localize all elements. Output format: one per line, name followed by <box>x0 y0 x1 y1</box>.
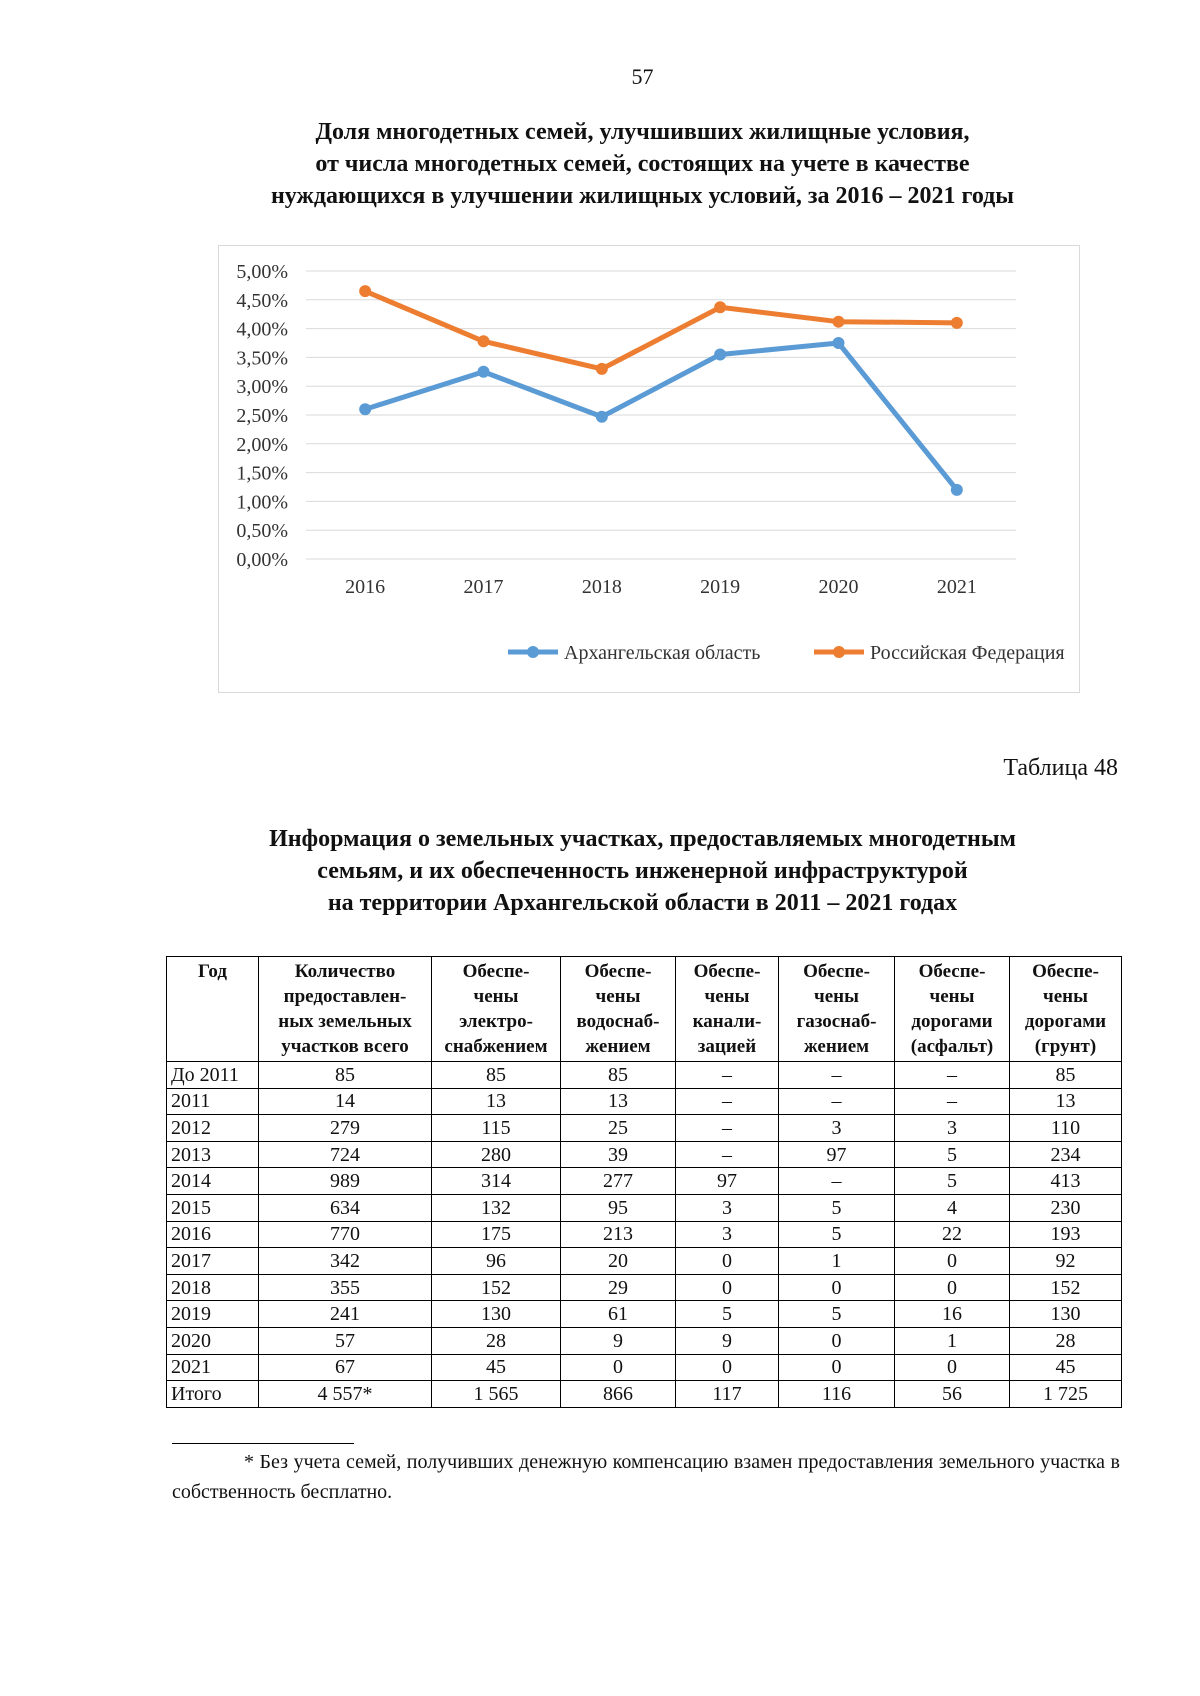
table-number: Таблица 48 <box>1003 755 1118 781</box>
x-tick-label: 2020 <box>818 576 859 598</box>
y-tick-label: 4,00% <box>236 318 288 341</box>
table-cell: 355 <box>259 1274 432 1301</box>
column-header-line: Обеспе- <box>803 961 870 982</box>
table-cell: 0 <box>676 1274 779 1301</box>
column-header-line: канали- <box>692 1011 762 1032</box>
table-cell: 230 <box>1010 1194 1122 1221</box>
table-cell: 110 <box>1010 1115 1122 1142</box>
data-point <box>951 317 963 329</box>
column-header-line: зацией <box>697 1036 757 1057</box>
x-tick-label: 2016 <box>345 576 386 598</box>
table-row <box>167 1274 1122 1301</box>
footnote-separator <box>172 1443 354 1444</box>
y-tick-label: 2,50% <box>236 405 288 427</box>
row-label-cell: 2016 <box>167 1221 259 1248</box>
table-cell: 152 <box>432 1274 561 1301</box>
y-tick-label: 1,00% <box>236 491 288 514</box>
table-cell: 45 <box>432 1354 561 1381</box>
table-cell: 152 <box>1010 1274 1122 1301</box>
table-cell: 634 <box>259 1194 432 1221</box>
table-cell: 61 <box>561 1301 676 1328</box>
table-cell: 96 <box>432 1248 561 1275</box>
row-label-cell: 2021 <box>167 1354 259 1381</box>
table-cell: 132 <box>432 1194 561 1221</box>
table-cell: 0 <box>779 1354 895 1381</box>
row-label-cell: 2012 <box>167 1115 259 1142</box>
table-cell: 234 <box>1010 1141 1122 1168</box>
table-cell: 241 <box>259 1301 432 1328</box>
table-row <box>167 1381 1122 1408</box>
column-header-line: участков всего <box>281 1036 409 1057</box>
y-tick-label: 5,00% <box>236 261 288 283</box>
data-point <box>478 366 490 378</box>
table-cell: 95 <box>561 1194 676 1221</box>
column-header-line: дорогами <box>911 1011 993 1032</box>
table-cell: 20 <box>561 1248 676 1275</box>
data-point <box>714 301 726 313</box>
column-header-line: (асфальт) <box>910 1036 994 1057</box>
table-row <box>167 1088 1122 1115</box>
table-cell: 1 725 <box>1010 1381 1122 1408</box>
legend-label: Российская Федерация <box>870 642 1065 664</box>
table-cell: 724 <box>259 1141 432 1168</box>
table-row <box>167 1194 1122 1221</box>
table-cell: – <box>895 1088 1010 1115</box>
page-number: 57 <box>631 64 654 89</box>
table-title <box>0 823 1200 919</box>
table-header-row <box>167 957 1122 1062</box>
chart-title <box>0 116 1200 212</box>
table-cell: 5 <box>779 1194 895 1221</box>
table-cell: 1 <box>779 1248 895 1275</box>
table-cell: 0 <box>676 1248 779 1275</box>
column-header-line: предоставлен- <box>283 986 407 1007</box>
y-tick-label: 3,50% <box>236 347 288 370</box>
table-cell: 25 <box>561 1115 676 1142</box>
table-cell: 5 <box>895 1141 1010 1168</box>
table-cell: – <box>895 1062 1010 1089</box>
table-cell: 9 <box>561 1327 676 1354</box>
data-point <box>951 484 963 496</box>
column-header <box>432 957 561 1062</box>
x-tick-label: 2017 <box>463 576 504 598</box>
land-plots-table <box>166 956 1122 1408</box>
column-header <box>561 957 676 1062</box>
y-tick-label: 3,00% <box>236 376 288 399</box>
column-header-line: водоснаб- <box>576 1011 660 1032</box>
table-cell: 0 <box>895 1274 1010 1301</box>
data-point <box>596 363 608 375</box>
table-cell: – <box>676 1088 779 1115</box>
table-cell: 3 <box>676 1194 779 1221</box>
table-row <box>167 1115 1122 1142</box>
legend-label: Архангельская область <box>564 642 761 664</box>
table-cell: 3 <box>676 1221 779 1248</box>
table-cell: 97 <box>779 1141 895 1168</box>
column-header-line: электро- <box>459 1011 533 1032</box>
chart-title-line: нуждающихся в улучшении жилищных условий, за 2016 – 2021 годы <box>270 183 1015 209</box>
column-header-line: чены <box>929 986 975 1007</box>
y-tick-label: 0,50% <box>236 520 288 543</box>
chart-frame <box>219 246 1080 693</box>
row-label-cell: 2014 <box>167 1168 259 1195</box>
row-label-cell: 2015 <box>167 1194 259 1221</box>
row-label-cell: 2020 <box>167 1327 259 1354</box>
table-row <box>167 1354 1122 1381</box>
table-body <box>167 1062 1122 1408</box>
data-point <box>478 335 490 347</box>
table-title-line: Информация о земельных участках, предоставляемых многодетным <box>269 826 1016 852</box>
table-cell: 56 <box>895 1381 1010 1408</box>
table-cell: 1 565 <box>432 1381 561 1408</box>
table-row <box>167 1062 1122 1089</box>
data-point <box>359 285 371 297</box>
column-header-line: Год <box>198 961 227 982</box>
column-header-line: Обеспе- <box>584 961 652 982</box>
table-cell: 116 <box>779 1381 895 1408</box>
table-cell: 5 <box>895 1168 1010 1195</box>
table-cell: – <box>676 1062 779 1089</box>
column-header-line: (грунт) <box>1034 1036 1097 1057</box>
table-cell: 14 <box>259 1088 432 1115</box>
table-cell: 0 <box>895 1354 1010 1381</box>
table-cell: 5 <box>676 1301 779 1328</box>
row-label-cell: 2013 <box>167 1141 259 1168</box>
column-header-line: чены <box>473 986 519 1007</box>
y-tick-label: 0,00% <box>236 549 288 571</box>
table-cell: 213 <box>561 1221 676 1248</box>
x-tick-label: 2019 <box>700 576 741 598</box>
data-point <box>359 403 371 415</box>
table-cell: 989 <box>259 1168 432 1195</box>
table-cell: 67 <box>259 1354 432 1381</box>
table-cell: 4 557* <box>259 1381 432 1408</box>
table-cell: 279 <box>259 1115 432 1142</box>
y-tick-label: 1,50% <box>236 462 288 485</box>
table-cell: 175 <box>432 1221 561 1248</box>
table-cell: 0 <box>561 1354 676 1381</box>
table-cell: 277 <box>561 1168 676 1195</box>
table-cell: 13 <box>561 1088 676 1115</box>
chart-title-line: Доля многодетных семей, улучшивших жилищные условия, <box>315 119 970 145</box>
table-cell: 342 <box>259 1248 432 1275</box>
row-label-cell: 2017 <box>167 1248 259 1275</box>
table-cell: 92 <box>1010 1248 1122 1275</box>
column-header-line: чены <box>1043 986 1088 1007</box>
table-cell: 117 <box>676 1381 779 1408</box>
table-cell: – <box>779 1088 895 1115</box>
data-point <box>833 337 845 349</box>
legend-marker <box>527 646 539 658</box>
table-cell: 866 <box>561 1381 676 1408</box>
column-header-line: Количество <box>294 961 396 982</box>
table-cell: – <box>779 1062 895 1089</box>
table-cell: 193 <box>1010 1221 1122 1248</box>
table-row <box>167 1248 1122 1275</box>
table-row <box>167 1141 1122 1168</box>
line-chart-svg <box>218 245 1080 693</box>
table-cell: 22 <box>895 1221 1010 1248</box>
table-row <box>167 1301 1122 1328</box>
table-cell: 97 <box>676 1168 779 1195</box>
table-cell: – <box>676 1141 779 1168</box>
table-cell: 3 <box>895 1115 1010 1142</box>
row-label-cell: Итого <box>167 1381 259 1408</box>
table-cell: 13 <box>1010 1088 1122 1115</box>
column-header-line: Обеспе- <box>918 961 986 982</box>
table-cell: – <box>676 1115 779 1142</box>
table-cell: 13 <box>432 1088 561 1115</box>
table-row <box>167 1221 1122 1248</box>
table-cell: 45 <box>1010 1354 1122 1381</box>
table-cell: 0 <box>895 1248 1010 1275</box>
table-cell: 39 <box>561 1141 676 1168</box>
table-cell: – <box>779 1168 895 1195</box>
column-header-line: Обеспе- <box>1032 961 1099 982</box>
table-cell: 314 <box>432 1168 561 1195</box>
column-header-line: жением <box>803 1036 870 1057</box>
column-header-line: дорогами <box>1024 1011 1107 1032</box>
column-header <box>1010 957 1122 1062</box>
table-cell: 0 <box>676 1354 779 1381</box>
table-cell: 115 <box>432 1115 561 1142</box>
table-cell: 770 <box>259 1221 432 1248</box>
table-cell: 130 <box>1010 1301 1122 1328</box>
table-cell: 9 <box>676 1327 779 1354</box>
y-tick-label: 2,00% <box>236 433 288 456</box>
table-cell: 57 <box>259 1327 432 1354</box>
table-cell: 85 <box>259 1062 432 1089</box>
table-cell: 280 <box>432 1141 561 1168</box>
column-header-line: ных земельных <box>278 1011 412 1032</box>
table-row <box>167 1327 1122 1354</box>
table-title-line: на территории Архангельской области в 2011 – 2021 годах <box>327 890 958 916</box>
column-header <box>259 957 432 1062</box>
table-cell: 85 <box>1010 1062 1122 1089</box>
x-tick-label: 2021 <box>936 576 977 598</box>
column-header-line: чены <box>814 986 859 1007</box>
table-cell: 28 <box>1010 1327 1122 1354</box>
data-point <box>833 316 845 328</box>
table-cell: 1 <box>895 1327 1010 1354</box>
table-cell: 0 <box>779 1327 895 1354</box>
table-cell: 5 <box>779 1301 895 1328</box>
table-cell: 85 <box>432 1062 561 1089</box>
table-cell: 85 <box>561 1062 676 1089</box>
chart-title-line: от числа многодетных семей, состоящих на учете в качестве <box>315 151 970 177</box>
column-header-line: чены <box>704 986 750 1007</box>
legend-marker <box>833 646 845 658</box>
row-label-cell: До 2011 <box>167 1062 259 1089</box>
table-cell: 0 <box>779 1274 895 1301</box>
y-tick-label: 4,50% <box>236 289 288 312</box>
column-header-line: чены <box>595 986 641 1007</box>
table-cell: 16 <box>895 1301 1010 1328</box>
column-header-line: жением <box>585 1036 651 1057</box>
table-title-line: семьям, и их обеспеченность инженерной инфраструктурой <box>317 858 968 884</box>
table-cell: 4 <box>895 1194 1010 1221</box>
column-header-line: газоснаб- <box>796 1011 877 1032</box>
table-cell: 28 <box>432 1327 561 1354</box>
table-cell: 29 <box>561 1274 676 1301</box>
table-cell: 5 <box>779 1221 895 1248</box>
column-header <box>167 957 259 1062</box>
table-cell: 130 <box>432 1301 561 1328</box>
line-chart <box>218 245 1080 693</box>
x-tick-label: 2018 <box>581 576 622 598</box>
table-cell: 3 <box>779 1115 895 1142</box>
row-label-cell: 2018 <box>167 1274 259 1301</box>
column-header <box>895 957 1010 1062</box>
table-row <box>167 1168 1122 1195</box>
data-point <box>714 349 726 361</box>
column-header <box>676 957 779 1062</box>
column-header-line: Обеспе- <box>693 961 761 982</box>
column-header <box>779 957 895 1062</box>
table-cell: 413 <box>1010 1168 1122 1195</box>
column-header-line: Обеспе- <box>462 961 530 982</box>
row-label-cell: 2019 <box>167 1301 259 1328</box>
footnote: * Без учета семей, получивших денежную компенсацию взамен предоставления земельного участка в собственность бесплатно. <box>172 1451 1120 1503</box>
data-point <box>596 411 608 423</box>
column-header-line: снабжением <box>444 1036 548 1057</box>
row-label-cell: 2011 <box>167 1088 259 1115</box>
